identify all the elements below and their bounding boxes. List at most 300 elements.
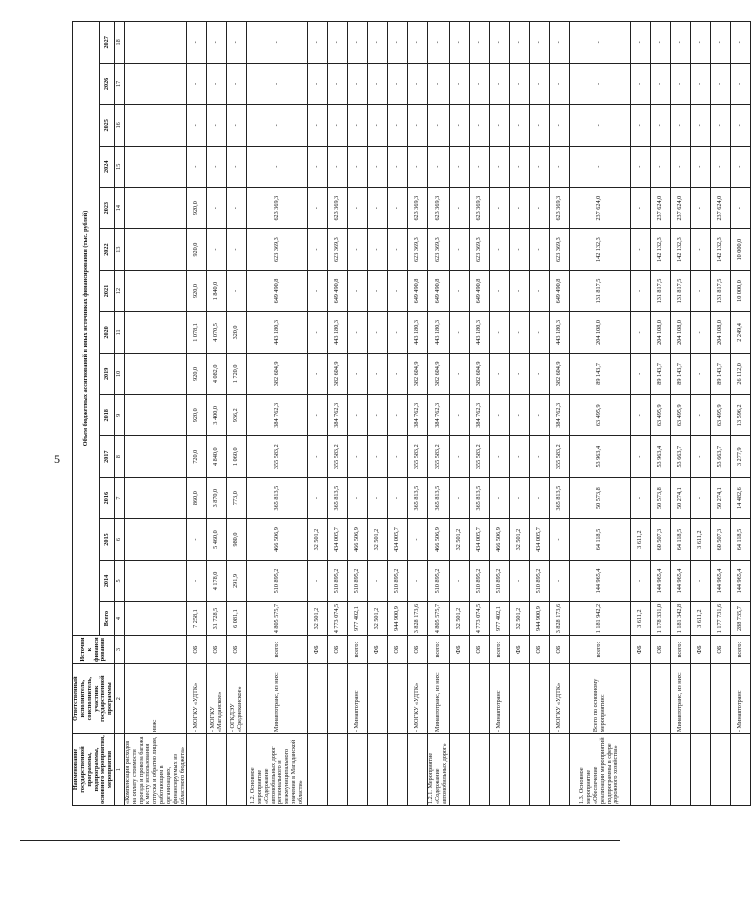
cell-value: 623 369,3 (247, 187, 308, 228)
cell-value: - (710, 63, 730, 104)
cell-value: 510 895,2 (489, 560, 509, 601)
column-number: 14 (115, 187, 125, 228)
cell-value: - (247, 146, 308, 187)
cell-value: - (368, 560, 388, 601)
cell-value: 443 180,3 (428, 312, 449, 353)
cell-source: ФБ (368, 635, 388, 663)
cell-value: 204 108,0 (569, 312, 630, 353)
cell-executor (449, 664, 469, 734)
cell-value: - (730, 63, 750, 104)
cell-executor: Всего по основному мероприятию: (569, 664, 630, 734)
cell-executor (630, 664, 650, 734)
cell-value: 623 369,3 (247, 229, 308, 270)
cell-executor: Минавтотранс, из них: (247, 664, 308, 734)
cell-value: 2 249,4 (730, 312, 750, 353)
cell-value: - (630, 395, 650, 436)
table-row (710, 22, 730, 806)
column-number: 5 (115, 560, 125, 601)
table-row (247, 22, 308, 806)
cell-value: 131 817,5 (650, 270, 670, 311)
cell-value: 63 495,9 (710, 395, 730, 436)
cell-value: 920,0 (187, 229, 207, 270)
financing-table (72, 21, 751, 806)
cell-value: 649 490,8 (469, 270, 489, 311)
cell-value: 144 965,4 (650, 560, 670, 601)
cell-executor (308, 664, 328, 734)
cell-value: - (388, 22, 408, 64)
cell-value (125, 270, 187, 311)
cell-value: - (509, 187, 529, 228)
cell-value: - (348, 353, 368, 394)
footer-rule (20, 840, 620, 841)
cell-value: 3 611,2 (690, 519, 710, 560)
cell-value: - (650, 146, 670, 187)
cell-value: - (368, 105, 388, 146)
column-number: 15 (115, 146, 125, 187)
cell-value: 382 604,9 (549, 353, 569, 394)
cell-value: - (670, 63, 690, 104)
cell-name (388, 734, 408, 806)
cell-value: - (670, 22, 690, 64)
cell-value: 443 180,3 (408, 312, 428, 353)
cell-value: - (730, 146, 750, 187)
cell-source: всего: (489, 635, 509, 663)
cell-value: 4 805 575,7 (428, 602, 449, 636)
cell-value: 4 178,0 (207, 560, 227, 601)
cell-value: 32 501,2 (509, 519, 529, 560)
cell-value: 50 274,1 (710, 477, 730, 518)
cell-value: 32 501,2 (368, 602, 388, 636)
cell-value: 980,0 (227, 519, 247, 560)
cell-executor: - МОГКУ «Магаданское» (207, 664, 227, 734)
cell-name (630, 734, 650, 806)
header-year: 2020 (100, 312, 115, 353)
cell-value: - (630, 436, 650, 477)
cell-value: 623 369,3 (408, 229, 428, 270)
table-row (449, 22, 469, 806)
cell-value: 623 369,3 (328, 187, 348, 228)
cell-value: - (408, 105, 428, 146)
cell-value: 510 895,2 (428, 560, 449, 601)
cell-value: - (388, 187, 408, 228)
cell-value: 32 501,2 (308, 519, 328, 560)
cell-value: - (650, 22, 670, 64)
cell-value: 365 813,5 (408, 477, 428, 518)
cell-value: - (187, 63, 207, 104)
header-year: 2016 (100, 477, 115, 518)
cell-value: - (529, 477, 549, 518)
cell-value: - (529, 312, 549, 353)
cell-value: 131 817,5 (670, 270, 690, 311)
cell-value: 773,0 (227, 477, 247, 518)
cell-value: - (408, 560, 428, 601)
cell-value (125, 519, 187, 560)
cell-value: 382 604,9 (328, 353, 348, 394)
header-year: Всего (100, 602, 115, 636)
cell-value: - (449, 353, 469, 394)
cell-source: ОБ (650, 635, 670, 663)
cell-value: 1 078,1 (187, 312, 207, 353)
cell-value: - (670, 105, 690, 146)
cell-value: - (710, 146, 730, 187)
cell-source: всего: (348, 635, 368, 663)
cell-value: - (630, 229, 650, 270)
cell-value: - (368, 436, 388, 477)
cell-value: 237 624,0 (650, 187, 670, 228)
cell-value: - (529, 395, 549, 436)
financing-table-sheet (72, 21, 743, 806)
cell-value: 510 895,2 (348, 560, 368, 601)
cell-value: 64 118,5 (569, 519, 630, 560)
cell-name (710, 734, 730, 806)
cell-value: 89 143,7 (670, 353, 690, 394)
cell-value: 384 762,3 (328, 395, 348, 436)
cell-value: 142 132,3 (670, 229, 690, 270)
cell-value: - (489, 63, 509, 104)
cell-value: 3 870,0 (207, 477, 227, 518)
table-row (348, 22, 368, 806)
cell-value: - (368, 270, 388, 311)
table-row (388, 22, 408, 806)
column-number: 8 (115, 436, 125, 477)
cell-value: 3 611,2 (630, 602, 650, 636)
header-year: 2014 (100, 560, 115, 601)
cell-value: - (509, 270, 529, 311)
cell-name (670, 734, 690, 806)
cell-value: - (690, 395, 710, 436)
cell-value: - (549, 146, 569, 187)
cell-value: 3 277,9 (730, 436, 750, 477)
cell-value: - (388, 146, 408, 187)
cell-value: 384 762,3 (408, 395, 428, 436)
column-number: 10 (115, 353, 125, 394)
cell-value: - (690, 353, 710, 394)
cell-value: 1 181 342,8 (670, 602, 690, 636)
cell-value: 355 583,2 (549, 436, 569, 477)
cell-value: 355 583,2 (408, 436, 428, 477)
cell-source: ОБ (710, 635, 730, 663)
cell-name (368, 734, 388, 806)
cell-value: - (388, 353, 408, 394)
cell-value: 365 813,5 (328, 477, 348, 518)
cell-value: - (549, 560, 569, 601)
cell-value: 623 369,3 (428, 229, 449, 270)
cell-value (125, 229, 187, 270)
cell-value: - (730, 105, 750, 146)
cell-value: - (489, 353, 509, 394)
table-row (489, 22, 509, 806)
cell-value: 4 773 074,5 (469, 602, 489, 636)
cell-executor: - Минавтотранс (730, 664, 750, 734)
cell-value: 204 108,0 (710, 312, 730, 353)
cell-value: - (348, 229, 368, 270)
cell-value: - (328, 22, 348, 64)
cell-value: - (328, 146, 348, 187)
cell-value: - (368, 229, 388, 270)
cell-source: ОБ (469, 635, 489, 663)
cell-value: 649 490,8 (428, 270, 449, 311)
cell-value: - (449, 270, 469, 311)
cell-source: ОБ (388, 635, 408, 663)
cell-value: 944 900,9 (388, 602, 408, 636)
cell-value: - (690, 560, 710, 601)
cell-value: - (348, 22, 368, 64)
header-year: 2025 (100, 105, 115, 146)
cell-value: - (227, 22, 247, 64)
cell-value: 466 506,9 (428, 519, 449, 560)
cell-value: - (529, 436, 549, 477)
cell-value: - (630, 105, 650, 146)
cell-value: - (348, 477, 368, 518)
cell-value: 10 000,0 (730, 229, 750, 270)
cell-value: - (509, 353, 529, 394)
cell-value: 355 583,2 (428, 436, 449, 477)
cell-value: - (308, 477, 328, 518)
cell-value: - (710, 105, 730, 146)
cell-value: - (529, 105, 549, 146)
cell-executor: - МОГКУ «УДТК» (408, 664, 428, 734)
header-group-title: Объем бюджетных ассигнований в иных источниках финансирования (тыс. рублей) (73, 22, 100, 636)
table-row (670, 22, 690, 806)
cell-value: 4 082,0 (207, 353, 227, 394)
cell-value: - (348, 270, 368, 311)
cell-value: - (690, 146, 710, 187)
cell-value: 510 895,2 (247, 560, 308, 601)
table-row (730, 22, 750, 806)
cell-value: - (308, 105, 328, 146)
cell-value: - (348, 312, 368, 353)
cell-source: ФБ (630, 635, 650, 663)
cell-value: - (710, 22, 730, 64)
cell-value: 365 813,5 (247, 477, 308, 518)
cell-value: 131 817,5 (710, 270, 730, 311)
cell-executor (690, 664, 710, 734)
cell-value: - (509, 395, 529, 436)
cell-executor (368, 664, 388, 734)
cell-value: 382 604,9 (247, 353, 308, 394)
cell-value: - (388, 63, 408, 104)
cell-value: - (449, 560, 469, 601)
cell-value: - (489, 187, 509, 228)
cell-value: 920,0 (187, 270, 207, 311)
cell-value: - (408, 146, 428, 187)
cell-value: 384 762,3 (549, 395, 569, 436)
cell-value: - (650, 63, 670, 104)
cell-value: - (227, 270, 247, 311)
cell-value: - (449, 187, 469, 228)
cell-value: 89 143,7 (650, 353, 670, 394)
cell-value: - (529, 353, 549, 394)
header-year: 2019 (100, 353, 115, 394)
cell-value: 5 460,0 (207, 519, 227, 560)
cell-value: - (509, 105, 529, 146)
cell-value: - (690, 270, 710, 311)
cell-value: - (630, 63, 650, 104)
cell-value: - (368, 395, 388, 436)
cell-value: 920,0 (187, 187, 207, 228)
cell-value: - (449, 146, 469, 187)
cell-value: 1 720,0 (227, 353, 247, 394)
header-source: Источник финансирования (73, 635, 115, 663)
column-number: 11 (115, 312, 125, 353)
cell-value: 384 762,3 (469, 395, 489, 436)
cell-name (308, 734, 328, 806)
cell-value: - (247, 105, 308, 146)
cell-value (125, 105, 187, 146)
cell-value: - (207, 229, 227, 270)
cell-source: ФБ (308, 635, 328, 663)
cell-value: - (328, 105, 348, 146)
cell-value: - (449, 312, 469, 353)
column-number: 13 (115, 229, 125, 270)
cell-value: 355 583,2 (469, 436, 489, 477)
cell-value: - (368, 63, 388, 104)
cell-value (125, 312, 187, 353)
cell-source: всего: (730, 635, 750, 663)
cell-value: 53 663,7 (670, 436, 690, 477)
cell-value: - (449, 229, 469, 270)
cell-value: - (308, 187, 328, 228)
cell-value: 50 274,1 (670, 477, 690, 518)
cell-value: 920,0 (187, 353, 207, 394)
cell-value: 89 143,7 (569, 353, 630, 394)
cell-value (125, 353, 187, 394)
cell-value: 144 965,4 (710, 560, 730, 601)
column-number: 7 (115, 477, 125, 518)
cell-value: 1 178 331,0 (650, 602, 670, 636)
header-executor: Ответственный исполнитель, соисполнитель, участник государственной программы (73, 664, 115, 734)
cell-executor: - МОГКУ «УДТК» (549, 664, 569, 734)
column-number: 16 (115, 105, 125, 146)
cell-value: 4 805 575,7 (247, 602, 308, 636)
cell-value: 142 132,3 (569, 229, 630, 270)
cell-value: - (690, 187, 710, 228)
cell-value: - (308, 312, 328, 353)
cell-executor: Минавтотранс, из них: (670, 664, 690, 734)
table-row (408, 22, 428, 806)
cell-value: 1 060,0 (227, 436, 247, 477)
cell-value: 32 501,2 (449, 602, 469, 636)
cell-value: 3 611,2 (690, 602, 710, 636)
cell-value: 720,0 (187, 436, 207, 477)
cell-value: 365 813,5 (549, 477, 569, 518)
cell-value: - (489, 477, 509, 518)
cell-value: - (308, 353, 328, 394)
cell-value: - (549, 105, 569, 146)
cell-value: - (227, 229, 247, 270)
cell-value: 3 828 173,6 (549, 602, 569, 636)
table-row (187, 22, 207, 806)
cell-value: - (348, 146, 368, 187)
cell-value: - (449, 105, 469, 146)
column-number: 17 (115, 63, 125, 104)
cell-value: 510 895,2 (529, 560, 549, 601)
cell-value: 623 369,3 (328, 229, 348, 270)
cell-value: - (227, 63, 247, 104)
cell-value: 434 005,7 (328, 519, 348, 560)
cell-value: 26 112,0 (730, 353, 750, 394)
cell-source: ФБ (449, 635, 469, 663)
cell-value: - (388, 270, 408, 311)
cell-value: 510 895,2 (388, 560, 408, 601)
cell-value (125, 477, 187, 518)
cell-value: 1 177 731,6 (710, 602, 730, 636)
cell-value: - (428, 22, 449, 64)
header-name: Наименование государственной программы, подпрограммы, основного мероприятия, мероприятия (72, 735, 114, 804)
cell-value: 60 507,3 (650, 519, 670, 560)
table-row (207, 22, 227, 806)
cell-name (469, 734, 489, 806)
cell-value: 204 108,0 (670, 312, 690, 353)
cell-value: 649 490,8 (328, 270, 348, 311)
table-row (690, 22, 710, 806)
cell-value: - (368, 22, 388, 64)
cell-value: - (549, 63, 569, 104)
table-row (549, 22, 569, 806)
cell-value: 32 501,2 (308, 602, 328, 636)
cell-name (549, 734, 569, 806)
cell-value: 936,2 (227, 395, 247, 436)
cell-value: 623 369,3 (469, 229, 489, 270)
cell-value: - (690, 312, 710, 353)
cell-name (187, 734, 207, 806)
cell-value: 144 965,4 (569, 560, 630, 601)
table-row (569, 22, 630, 806)
header-year: 2022 (100, 229, 115, 270)
cell-value: - (509, 229, 529, 270)
cell-value: 10 000,0 (730, 270, 750, 311)
cell-value: 443 180,3 (469, 312, 489, 353)
cell-value: 3 611,2 (630, 519, 650, 560)
cell-name (489, 734, 509, 806)
cell-value: 60 507,3 (710, 519, 730, 560)
cell-value: 434 005,7 (469, 519, 489, 560)
table-row (630, 22, 650, 806)
cell-name (449, 734, 469, 806)
cell-value: - (207, 187, 227, 228)
cell-source (125, 635, 187, 663)
cell-name (207, 734, 227, 806)
cell-value: - (469, 105, 489, 146)
table-row (227, 22, 247, 806)
table-row (469, 22, 489, 806)
cell-value: - (509, 63, 529, 104)
table-row (650, 22, 670, 806)
cell-value: - (207, 63, 227, 104)
cell-value (125, 436, 187, 477)
cell-value: - (509, 146, 529, 187)
cell-value: - (388, 229, 408, 270)
cell-value: 6 081,1 (227, 602, 247, 636)
cell-value: - (630, 312, 650, 353)
cell-source: ФБ (690, 635, 710, 663)
cell-source: ОБ (207, 635, 227, 663)
header-year: 2021 (100, 270, 115, 311)
table-row (509, 22, 529, 806)
cell-executor (529, 664, 549, 734)
cell-value: 53 963,4 (650, 436, 670, 477)
cell-executor: - Минавтотранс (348, 664, 368, 734)
header-year: 2018 (100, 395, 115, 436)
cell-source: ОБ (227, 635, 247, 663)
cell-value: 291,9 (227, 560, 247, 601)
cell-value: 204 108,0 (650, 312, 670, 353)
header-year: 2017 (100, 436, 115, 477)
cell-value: 63 495,9 (670, 395, 690, 436)
cell-value: - (388, 395, 408, 436)
cell-value: - (449, 395, 469, 436)
cell-value: 649 490,8 (549, 270, 569, 311)
